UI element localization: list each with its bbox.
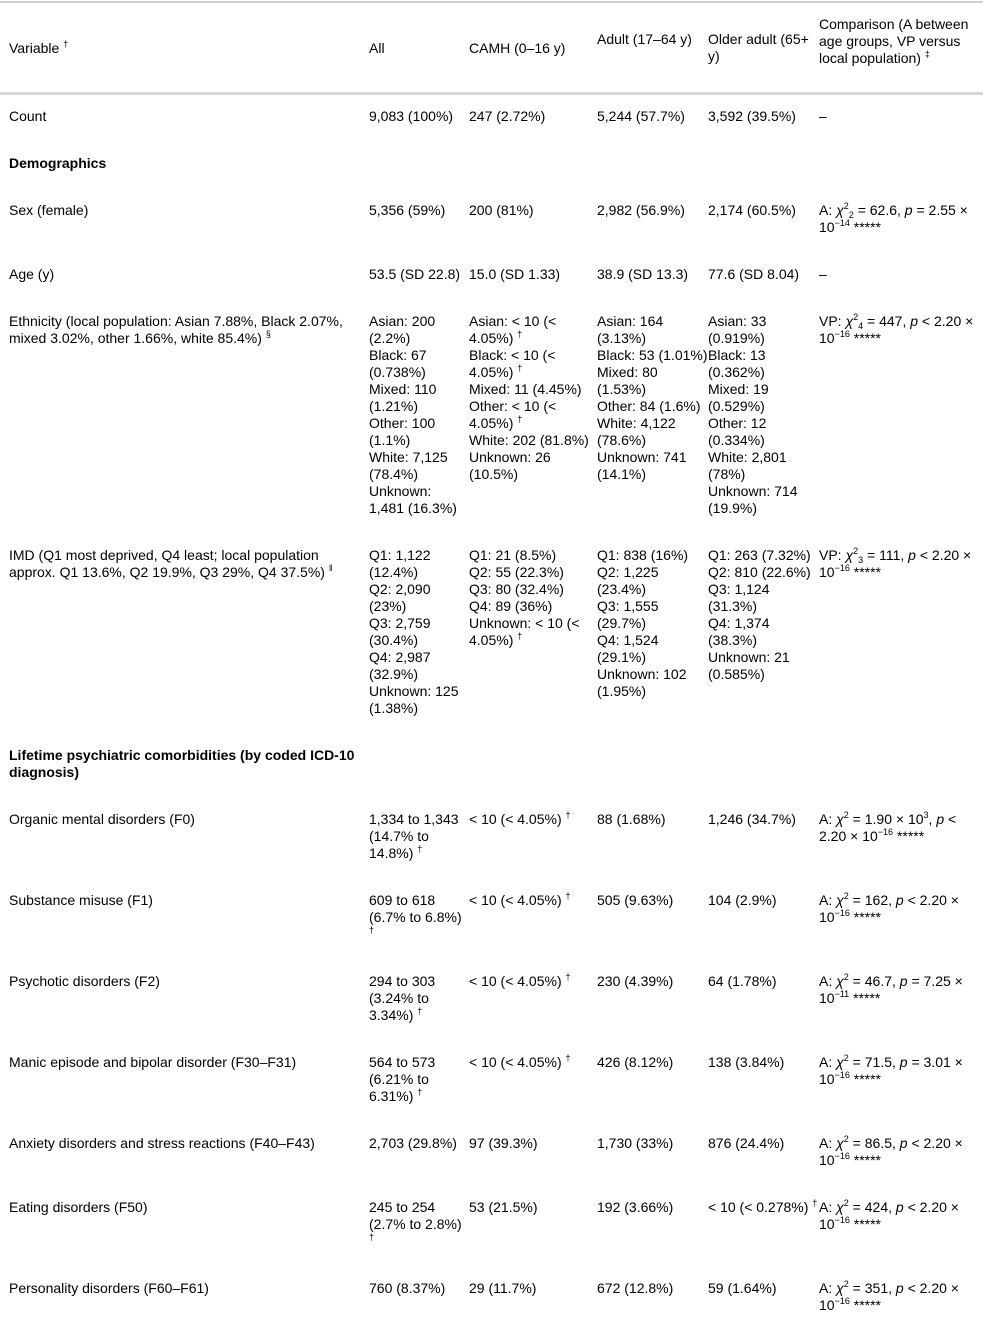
table-row: Personality disorders (F60–F61) 760 (8.37%) 29 (11.7%) 672 (12.8%) 59 (1.64%) A: $\chi^2 = 351$, $p < 2.20 \times 10^{-16}$ ***** bbox=[0, 1267, 983, 1331]
comparison-cell: A: $\chi^2 = 162$, $p < 2.20 \times 10^{-16}$ ***** bbox=[819, 890, 959, 925]
table-row: Eating disorders (F50) 245 to 254 (2.7% to 2.8%) † 53 (21.5%) 192 (3.66%) < 10 (< 0.278%) † A: $\chi^2 = 424$, $p < 2.20 \times 10^{-16}$ ***** bbox=[0, 1186, 983, 1267]
comparison-cell: A: $\chi^2 = 424$, $p < 2.20 \times 10^{-16}$ ***** bbox=[819, 1197, 959, 1232]
table-row: Age (y) 53.5 (SD 22.8) 15.0 (SD 1.33) 38.9 (SD 13.3) 77.6 (SD 8.04) – bbox=[9, 265, 827, 282]
table-row: Substance misuse (F1) 609 to 618 (6.7% to 6.8%) † < 10 (< 4.05%) † 505 (9.63%) 104 (2.9%) A: $\chi^2 = 162$, $p < 2.20 \times 10^{-16}$ ***** bbox=[0, 879, 983, 960]
comparison-cell: VP: $\chi^2_4 = 447$, $p < 2.20 \times 10^{-16}$ ***** bbox=[819, 311, 974, 346]
table-header-row bbox=[0, 3, 983, 93]
comparison-cell: VP: $\chi^2_3 = 111$, $p < 2.20 \times 10^{-16}$ ***** bbox=[819, 545, 972, 580]
header-adult: Adult (17–64 y) bbox=[597, 3, 708, 93]
comparison-cell: A: $\chi^2 = 351$, $p < 2.20 \times 10^{-16}$ ***** bbox=[819, 1278, 959, 1313]
header-all: All bbox=[369, 3, 469, 93]
section-row-comorbidities: Lifetime psychiatric comorbidities (by coded ICD-10 diagnosis) bbox=[9, 746, 355, 780]
table-row: Count 9,083 (100%) 247 (2.72%) 5,244 (57.7%) 3,592 (39.5%) – bbox=[9, 107, 827, 124]
table-row: Manic episode and bipolar disorder (F30–F31) 564 to 573 (6.21% to 6.31%) † < 10 (< 4.05%) † 426 (8.12%) 138 (3.84%) A: $\chi^2 = 71.5$, $p = 3.01 \times 10^{-16}$ ***** bbox=[0, 1041, 983, 1122]
table-row: Ethnicity (local population: Asian 7.88%, Black 2.07%, mixed 3.02%, other 1.66%, white 85.4%) § Asian: 200 (2.2%) Black: 67 (0.738%) Mixed: 110 (1.21%) Other: 100 (1.1%) White: 7,125 (78.4%) Unknown: 1,481 (16.3%) Asian: < 10 (< 4.05%) † Black: < 10 (< 4.05%) † Mixed: 11 (4.45%) Other: < 10 (< 4.05%) † White: 202 (81.8%) Unknown: 26 (10.5%) Asian: 164 (3.13%) Black: 53 (1.01%) Mixed: 80 (1.53%) Other: 84 (1.6%) White: 4,122 (78.6%) Unknown: 741 (14.1%) Asian: 33 (0.919%) Black: 13 (0.362%) Mixed: 19 (0.529%) Other: 12 (0.334%) White: 2,801 (78%) Unknown: 714 (19.9%) VP: $\chi^2_4 = 447$, $p < 2.20 \times 10^{-16}$ ***** bbox=[0, 300, 983, 534]
comparison-cell: A: $\chi^2 = 71.5$, $p = 3.01 \times 10^{-16}$ ***** bbox=[819, 1052, 963, 1087]
table-row: Psychotic disorders (F2) 294 to 303 (3.24% to 3.34%) † < 10 (< 4.05%) † 230 (4.39%) 64 (1.78%) A: $\chi^2 = 46.7$, $p = 7.25 \times 10^{-11}$ ***** bbox=[0, 960, 983, 1041]
table-row: Sex (female) 5,356 (59%) 200 (81%) 2,982 (56.9%) 2,174 (60.5%) A: $\chi^2_2 = 62.6$, $p = 2.55 \times 10^{-14}$ ***** bbox=[0, 189, 983, 253]
table-row: Anxiety disorders and stress reactions (F40–F43) 2,703 (29.8%) 97 (39.3%) 1,730 (33%) 876 (24.4%) A: $\chi^2 = 86.5$, $p < 2.20 \times 10^{-16}$ ***** bbox=[0, 1122, 983, 1186]
comparison-cell: A: $\chi^2 = 46.7$, $p = 7.25 \times 10^{-11}$ ***** bbox=[819, 971, 963, 1006]
header-variable: Variable † bbox=[0, 3, 369, 93]
comparison-cell: A: $\chi^2_2 = 62.6$, $p = 2.55 \times 10^{-14}$ ***** bbox=[819, 200, 968, 235]
header-camh: CAMH (0–16 y) bbox=[469, 3, 597, 93]
header-older-adult: Older adult (65+ y) bbox=[708, 3, 819, 93]
comparison-cell: A: $\chi^2 = 1.90 \times 10^3$, $p < 2.20 \times 10^{-16}$ ***** bbox=[819, 809, 957, 844]
table-row: Organic mental disorders (F0) 1,334 to 1,343 (14.7% to 14.8%) † < 10 (< 4.05%) † 88 (1.68%) 1,246 (34.7%) A: $\chi^2 = 1.90 \times 10^3$, $p < 2.20 \times 10^{-16}$ ***** bbox=[0, 798, 983, 879]
table-row: IMD (Q1 most deprived, Q4 least; local population approx. Q1 13.6%, Q2 19.9%, Q3 29%, Q4 37.5%) ‖ Q1: 1,122 (12.4%) Q2: 2,090 (23%) Q3: 2,759 (30.4%) Q4: 2,987 (32.9%) Unknown: 125 (1.38%) Q1: 21 (8.5%) Q2: 55 (22.3%) Q3: 80 (32.4%) Q4: 89 (36%) Unknown: < 10 (< 4.05%) † Q1: 838 (16%) Q2: 1,225 (23.4%) Q3: 1,555 (29.7%) Q4: 1,524 (29.1%) Unknown: 102 (1.95%) Q1: 263 (7.32%) Q2: 810 (22.6%) Q3: 1,124 (31.3%) Q4: 1,374 (38.3%) Unknown: 21 (0.585%) VP: $\chi^2_3 = 111$, $p < 2.20 \times 10^{-16}$ ***** bbox=[0, 534, 983, 734]
demographics-table bbox=[0, 3, 983, 1331]
section-row-demographics: Demographics bbox=[9, 154, 107, 171]
comparison-cell: A: $\chi^2 = 86.5$, $p < 2.20 \times 10^{-16}$ ***** bbox=[819, 1133, 963, 1168]
header-comparison: Comparison (A between age groups, VP versus local population) ‡ bbox=[819, 3, 983, 93]
